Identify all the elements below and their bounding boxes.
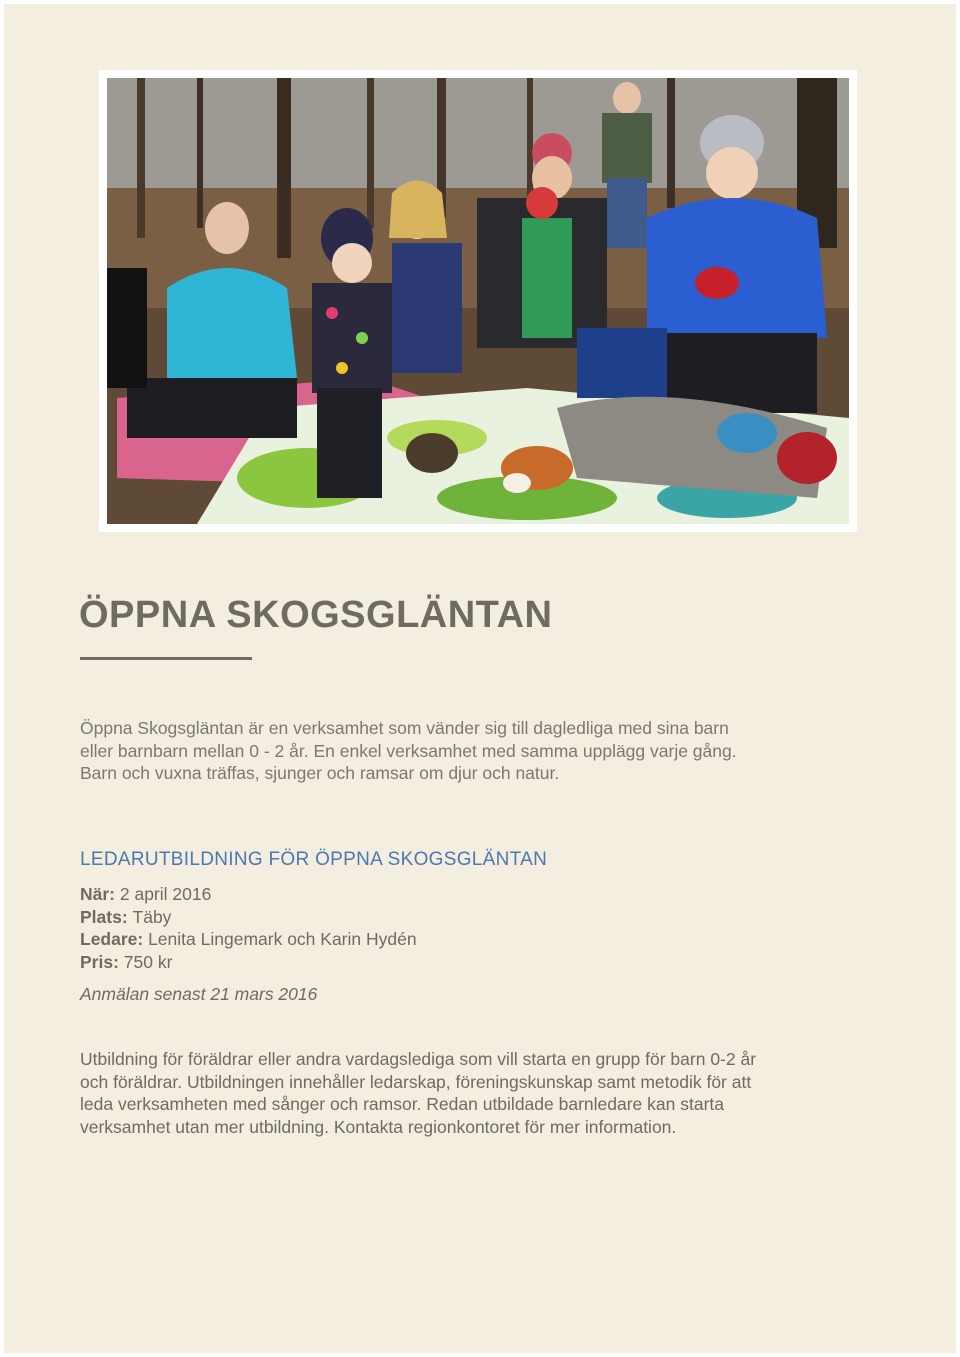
detail-value: 750 kr [123,951,173,972]
detail-label: Pris: [80,951,124,972]
detail-row-when [80,883,780,906]
detail-row-place [80,906,780,929]
detail-label: När: [80,884,120,904]
detail-label: Plats: [80,906,133,927]
detail-row-price [80,951,780,974]
description-paragraph: Utbildning för föräldrar eller andra vardagslediga som vill starta en grupp för barn 0-2 år och föräldrar. Utbildningen innehåller ledarskap, föreningskunskap samt metodik för att leda verksamheten med sånger och ramsor. Redan utbildade barnledare kan starta verksamhet utan mer utbildning. Kontakta regionkontoret för mer information. [80,1049,757,1137]
detail-value: Täby [132,906,172,927]
section-heading: LEDARUTBILDNING FÖR ÖPPNA SKOGSGLÄNTAN [80,849,548,870]
intro-paragraph: Öppna Skogsgläntan är en verksamhet som vänder sig till dagledliga med sina barn eller barnbarn mellan 0 - 2 år. En enkel verksamhet med samma upplägg varje gång. Barn och vuxna träffas, sjunger och ramsar om djur och natur. [80,718,737,783]
detail-label: Ledare: [80,929,149,949]
registration-deadline: Anmälan senast 21 mars 2016 [80,984,318,1004]
title-underline [80,657,252,660]
detail-row-leaders [80,928,780,951]
detail-value: 2 april 2016 [119,884,212,904]
page-title: ÖPPNA SKOGSGLÄNTAN [79,594,553,636]
event-details [80,883,780,973]
outdoor-group-photo [107,78,849,524]
photo-frame [99,70,857,532]
document-page [4,4,956,1353]
detail-value: Lenita Lingemark och Karin Hydén [148,929,417,949]
